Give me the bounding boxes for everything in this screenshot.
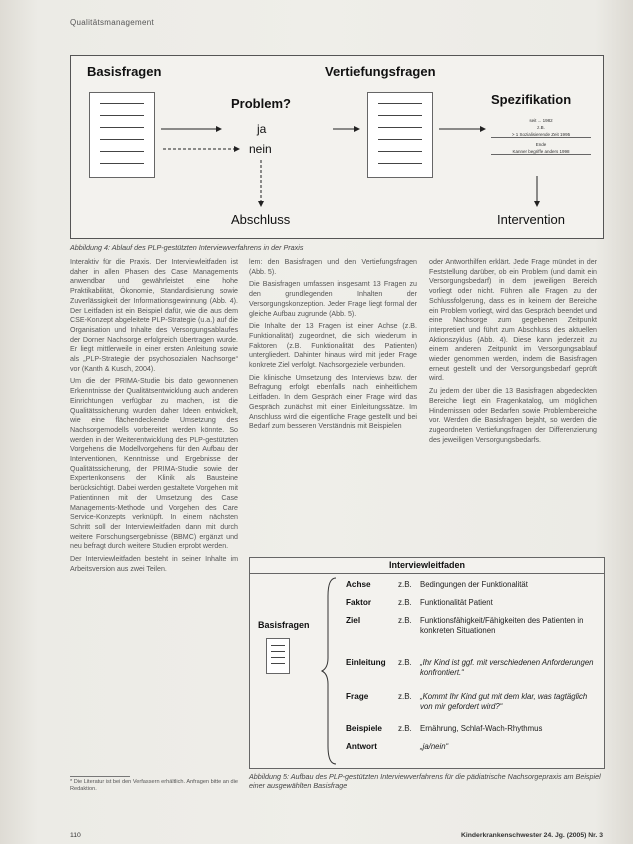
intervention-label: Intervention (497, 212, 565, 227)
paragraph: Die Inhalte der 13 Fragen ist einer Achse (z.B. Funktionalität) zugeordnet, die sich wiederum in Faktoren (z.B. Funktionalität des Patienten) untergliedert. Dahinter hinaus wird mit jeder Frage konkrete Ziel verfolgt. Nachsorgeziele verbunden. (249, 322, 417, 370)
paragraph: Zu jedem der über die 13 Basisfragen abgedeckten Bereiche liegt ein Fragenkatalog, um möglichen Hindernissen oder Bedarfen sowie Problembereiche vor. Werden die Basisfragen bejaht, so werden die zugeordneten Vertiefungsfragen der Differenzierung des jeweiligen Versorgungsbedarfs. (429, 387, 597, 444)
figure5-caption: Abbildung 5: Aufbau des PLP-gestützten Interviewverfahrens für die pädiatrische Nachsorgepraxis am Beispiel einer ausgewählten Basisfrage (249, 772, 601, 790)
paragraph: oder Antworthilfen erklärt. Jede Frage mündet in der Feststellung darüber, ob ein Problem (und damit ein Versorgungsbedarf) in dem jeweiligen Bereich vorliegt oder nicht. Führen alle Fragen zu der Schlussfolgerung, dass es in keinem der Bereiche ein Problem vorliegt, wird das Gespräch beendet und eine Nachsorge zum gegebenen Zeitpunkt interpretiert und führt zum Abschluss des aktuellen Aktionszyklus (Abb. 4). Diese kann jederzeit zu einem anderen Zeitpunkt im Versorgungsablauf wieder genommen werden, indem die Basisfragen erneut gestellt und der Versorgungsbedarf geprüft wird. (429, 258, 597, 383)
row-value-frage: „Kommt Ihr Kind gut mit dem klar, was tagtäglich von mir gefordert wird?“ (420, 692, 588, 711)
paragraph: Die Basisfragen umfassen insgesamt 13 Fragen zu den grundlegenden Inhalten der Versorgungskonzeption. Jeder Frage liegt formal der gleiche Aufbau zugrunde (Abb. 5). (249, 280, 417, 318)
footnote: * Die Literatur ist bei den Verfassern erhältlich. Anfragen bitte an die Redaktion. (70, 779, 238, 792)
row-zb: z.B. (398, 724, 412, 733)
basisfragen-label: Basisfragen (258, 620, 310, 630)
footnote-rule (70, 776, 130, 777)
row-zb: z.B. (398, 580, 412, 589)
row-zb: z.B. (398, 692, 412, 701)
nein-label: nein (249, 142, 272, 156)
row-value-achse: Bedingungen der Funktionalität (420, 580, 528, 589)
row-key-beispiele: Beispiele (346, 724, 382, 733)
row-key-antwort: Antwort (346, 742, 377, 751)
column-2 (249, 258, 417, 435)
journal-footer: Kinderkrankenschwester 24. Jg. (2005) Nr. 3 (460, 832, 603, 839)
row-zb: z.B. (398, 658, 412, 667)
row-value-beispiele: Ernährung, Schlaf-Wach-Rhythmus (420, 724, 543, 733)
row-key-frage: Frage (346, 692, 369, 701)
row-value-einleitung: „Ihr Kind ist ggf. mit verschiedenen Anforderungen konfrontiert.“ (420, 658, 594, 677)
row-value-ziel: Funktionsfähigkeit/Fähigkeiten des Patienten in konkreten Situationen (420, 616, 584, 635)
interviewleitfaden-title: Interviewleitfaden (250, 558, 604, 574)
spezifikation-detail: seit ... 1982 z.B. > 1 Sozialisierende Zeit 1995 Ende Kanner begriffe anders 1998 (491, 118, 591, 170)
paragraph: Interaktiv für die Praxis. Der Interviewleitfaden ist daher in allen Phasen des Case Managements anwendbar und gewährleistet eine hohe Praktikabilität, Ökonomie, Standardisierung sowie Zuverlässigkeit der Informationsgewinnung (Abb. 4). Der Leitfaden ist ein Beispiel dafür, wie die aus dem CSE-Konzept abgeleitete PLP-Strategie (u.a.) auf die Organisation und Inhalte des Versorgungsablaufes der Dorner Nachsorge erfolgreich übertragen wurde. Er liegt mittlerweile in einer ersten Anleitung sowie als „PLP-Strategie der psychosozialen Nachsorge“ vor (Kanth & Kusch, 2004). (70, 258, 238, 373)
vertiefungsfragen-label: Vertiefungsfragen (325, 64, 436, 79)
flow-arrows (71, 56, 603, 238)
page-number: 110 (70, 832, 81, 839)
basisfragen-label: Basisfragen (87, 64, 162, 79)
row-zb: z.B. (398, 598, 412, 607)
column-1 (70, 258, 238, 578)
running-head: Qualitätsmanagement (70, 18, 154, 27)
figure1-caption: Abbildung 4: Ablauf des PLP-gestützten Interviewverfahrens in der Praxis (70, 243, 304, 252)
column-3 (429, 258, 597, 448)
spezifikation-label: Spezifikation (491, 92, 572, 107)
paragraph: Die klinische Umsetzung des Interviews bzw. der Befragung erfolgt ebenfalls nach einheitlichem Leitfaden. In dem Gespräch einer Frage wird das Gespräch zunächst mit einer Einleitungssätze. Im Anschluss wird die eigentliche Frage gestellt und bei Bedarf zum besseren Verständnis mit Beispielen (249, 373, 417, 431)
figure-process-diagram (70, 55, 604, 239)
row-value-antwort: „ja/nein“ (420, 742, 449, 751)
row-value-faktor: Funktionalität Patient (420, 598, 493, 607)
ja-label: ja (257, 122, 267, 136)
paragraph: lem: den Basisfragen und den Vertiefungsfragen (Abb. 5). (249, 258, 417, 276)
row-key-faktor: Faktor (346, 598, 372, 607)
row-zb: z.B. (398, 616, 412, 625)
basisfragen-small-document-icon (266, 638, 290, 674)
row-key-einleitung: Einleitung (346, 658, 386, 667)
paragraph: Der Interviewleitfaden besteht in seiner Inhalte im Arbeitsversion aus zwei Teilen. (70, 555, 238, 573)
row-key-achse: Achse (346, 580, 371, 589)
problem-label: Problem? (231, 96, 291, 111)
paragraph: Um die der PRIMA-Studie bis dato gewonnenen Erkenntnisse der Qualitätsentwicklung auch anderen Einrichtungen verfügbar zu machen, ist die Qualitätssicherung wurden daher Ideen entwickelt, wie eine flächendeckende Umsetzung des Nachsorgemodells vorbereitet werden könnte. So werden in der Weiterentwicklung des PLP-gestützten Vorgehens die Modellvorgehens für den Aufbau der Interventionen, Kenntnisse und Ergebnisse der Qualitätssicherung, der PRIMA-Studie sowie der Expertenkonsens der Klinik als Bausteine berücksichtigt. Dabei werden gestaltete Vorgehen mit Patientinnen mit der Umsetzung des Case Managements-Methode und Vorgehen des Care Service-Konzepts verknüpft. In einem nächsten Schritt soll der Interviewleitfaden dann mit durch weitere Forschungsergebnisse (BBMC) ergänzt und neu befragt durch weitere Studien erprobt werden. (70, 377, 238, 551)
abschluss-label: Abschluss (231, 212, 291, 227)
brace-icon (320, 576, 340, 766)
row-key-ziel: Ziel (346, 616, 361, 625)
figure-interviewleitfaden (249, 557, 605, 769)
